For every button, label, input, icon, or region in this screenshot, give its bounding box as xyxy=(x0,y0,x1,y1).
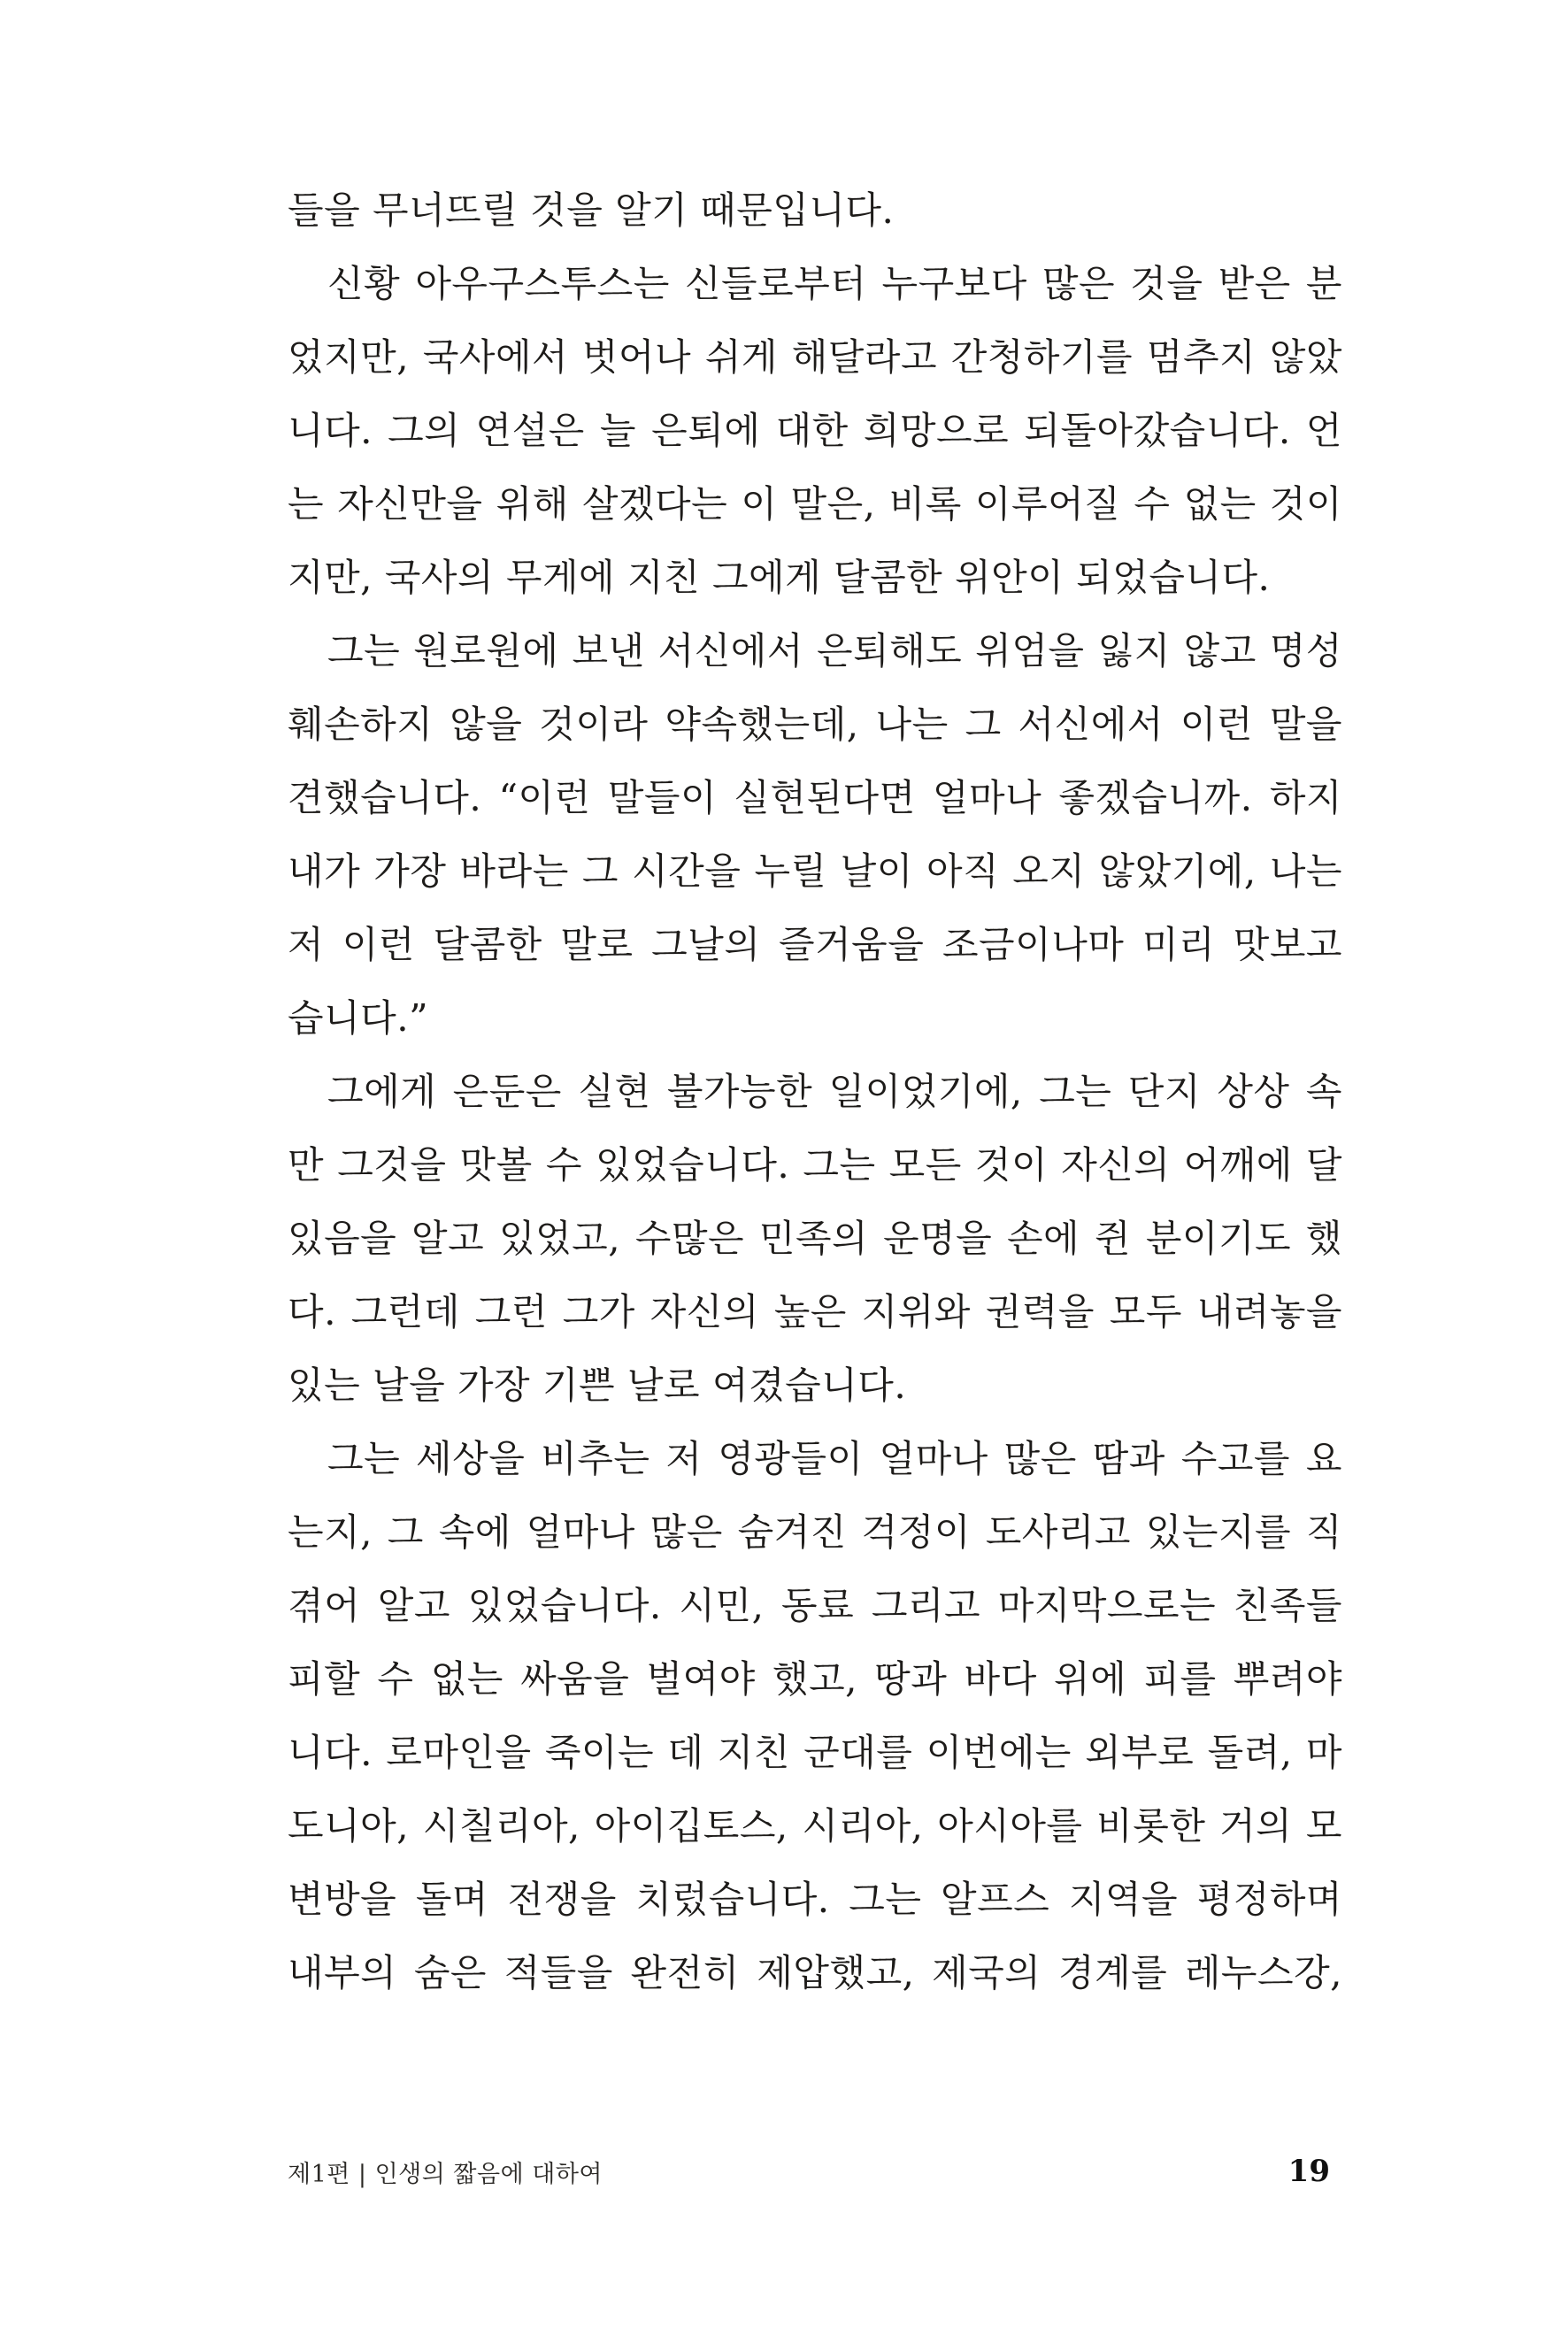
text-line xyxy=(288,320,1342,394)
line-text: 변방을 돌며 전쟁을 치렀습니다. 그는 알프스 지역을 평정하며 xyxy=(288,1878,1342,1921)
text-line xyxy=(288,467,1342,541)
text-line xyxy=(288,1789,1342,1863)
text-line xyxy=(288,1202,1342,1275)
text-line xyxy=(288,834,1342,908)
line-text: 다. 그런데 그런 그가 자신의 높은 지위와 권력을 모두 내려놓을 xyxy=(288,1290,1342,1333)
line-text: 는 자신만을 위해 살겠다는 이 말은, 비록 이루어질 수 없는 것이 xyxy=(288,482,1342,526)
page-footer xyxy=(288,2152,1342,2191)
line-text: 신황 아우구스투스는 신들로부터 누구보다 많은 것을 받은 분 xyxy=(327,262,1342,305)
line-text: 그에게 은둔은 실현 불가능한 일이었기에, 그는 단지 상상 속 xyxy=(327,1070,1342,1113)
text-line xyxy=(288,981,1342,1055)
text-line xyxy=(288,1495,1342,1569)
line-text: 습니다.” xyxy=(288,996,429,1040)
line-text: 있음을 알고 있었고, 수많은 민족의 운명을 손에 쥔 분이기도 했 xyxy=(288,1217,1342,1260)
text-line xyxy=(288,1569,1342,1642)
line-text: 지만, 국사의 무게에 지친 그에게 달콤한 위안이 되었습니다. xyxy=(288,556,1271,599)
text-line xyxy=(288,908,1342,981)
line-text: 저 이런 달콤한 말로 그날의 즐거움을 조금이나마 미리 맛보고 xyxy=(288,923,1342,966)
text-line xyxy=(288,173,1342,247)
line-text: 었지만, 국사에서 벗어나 쉬게 해달라고 간청하기를 멈추지 않았 xyxy=(288,335,1342,379)
text-line xyxy=(288,761,1342,834)
line-text: 니다. 그의 연설은 늘 은퇴에 대한 희망으로 되돌아갔습니다. 언 xyxy=(288,409,1342,452)
line-text: 도니아, 시칠리아, 아이깁토스, 시리아, 아시아를 비롯한 거의 모 xyxy=(288,1804,1342,1848)
text-line xyxy=(288,1642,1342,1716)
text-line xyxy=(288,1275,1342,1348)
text-line xyxy=(288,394,1342,467)
line-text: 내부의 숨은 적들을 완전히 제압했고, 제국의 경계를 레누스강, xyxy=(288,1951,1342,1994)
line-text: 만 그것을 맛볼 수 있었습니다. 그는 모든 것이 자신의 어깨에 달 xyxy=(288,1143,1342,1187)
text-line xyxy=(288,1055,1342,1128)
line-text: 견했습니다. “이런 말들이 실현된다면 얼마나 좋겠습니까. 하지 xyxy=(288,776,1342,819)
text-line xyxy=(288,1863,1342,1936)
line-text: 훼손하지 않을 것이라 약속했는데, 나는 그 서신에서 이런 말을 xyxy=(288,703,1342,746)
line-text: 니다. 로마인을 죽이는 데 지친 군대를 이번에는 외부로 돌려, 마 xyxy=(288,1731,1342,1774)
line-text: 겪어 알고 있었습니다. 시민, 동료 그리고 마지막으로는 친족들 xyxy=(288,1584,1342,1627)
line-text: 그는 세상을 비추는 저 영광들이 얼마나 많은 땀과 수고를 요 xyxy=(327,1437,1342,1480)
text-line xyxy=(288,1422,1342,1495)
text-line xyxy=(288,247,1342,320)
text-line xyxy=(288,1936,1342,2009)
text-line xyxy=(288,688,1342,761)
text-line xyxy=(288,1128,1342,1202)
line-text: 들을 무너뜨릴 것을 알기 때문입니다. xyxy=(288,188,895,232)
line-text: 있는 날을 가장 기쁜 날로 여겼습니다. xyxy=(288,1364,907,1407)
text-line xyxy=(288,541,1342,614)
text-line xyxy=(288,1716,1342,1789)
running-title: 제1편 | 인생의 짧음에 대하여 xyxy=(288,2160,603,2188)
line-text: 내가 가장 바라는 그 시간을 누릴 날이 아직 오지 않았기에, 나는 xyxy=(288,849,1342,893)
line-text: 그는 원로원에 보낸 서신에서 은퇴해도 위엄을 잃지 않고 명성 xyxy=(327,629,1342,672)
page-number: 19 xyxy=(1287,2154,1330,2189)
line-text: 피할 수 없는 싸움을 벌여야 했고, 땅과 바다 위에 피를 뿌려야 xyxy=(288,1657,1342,1701)
text-line xyxy=(288,1348,1342,1422)
line-text: 는지, 그 속에 얼마나 많은 숨겨진 걱정이 도사리고 있는지를 직 xyxy=(288,1510,1342,1554)
text-line xyxy=(288,614,1342,688)
body-text xyxy=(288,173,1342,2009)
